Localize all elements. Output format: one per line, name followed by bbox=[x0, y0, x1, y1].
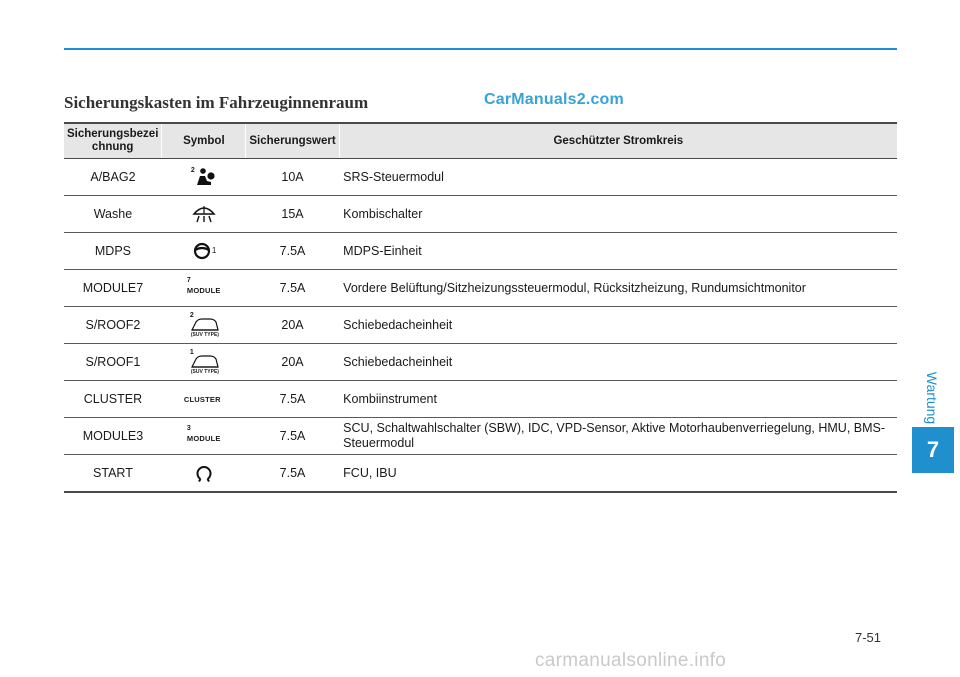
fuse-rating: 7.5A bbox=[246, 381, 339, 418]
fuse-rating: 20A bbox=[246, 307, 339, 344]
fuse-name: Washe bbox=[64, 196, 162, 233]
table-row bbox=[64, 418, 897, 455]
table-row bbox=[64, 381, 897, 418]
symbol-number: 2 bbox=[190, 167, 195, 174]
airbag-icon bbox=[178, 163, 230, 191]
sunroof-icon bbox=[178, 348, 230, 376]
fuse-rating: 7.5A bbox=[246, 270, 339, 307]
fuse-name: S/ROOF2 bbox=[64, 307, 162, 344]
column-header-rating: Sicherungswert bbox=[246, 123, 339, 159]
washer-icon bbox=[178, 200, 230, 228]
cluster-label-icon bbox=[178, 385, 230, 413]
fuse-name: A/BAG2 bbox=[64, 159, 162, 196]
protected-circuit: MDPS-Einheit bbox=[339, 233, 897, 270]
table-row bbox=[64, 455, 897, 493]
fuse-name: S/ROOF1 bbox=[64, 344, 162, 381]
fuse-rating: 7.5A bbox=[246, 455, 339, 493]
fuse-rating: 15A bbox=[246, 196, 339, 233]
chapter-tab: 7 bbox=[912, 427, 954, 473]
section-side-label bbox=[920, 366, 944, 430]
watermark-bottom: carmanualsonline.info bbox=[535, 650, 727, 671]
protected-circuit: Kombischalter bbox=[339, 196, 897, 233]
fuse-name: START bbox=[64, 455, 162, 493]
fuse-table bbox=[64, 122, 897, 493]
fuse-rating: 20A bbox=[246, 344, 339, 381]
table-row bbox=[64, 270, 897, 307]
sunroof-icon bbox=[178, 311, 230, 339]
protected-circuit: Schiebedacheinheit bbox=[339, 307, 897, 344]
top-rule bbox=[64, 48, 897, 50]
symbol-text: MODULE bbox=[186, 286, 221, 295]
fuse-rating: 7.5A bbox=[246, 233, 339, 270]
symbol-number: 2 bbox=[189, 312, 194, 319]
column-header-circuit: Geschützter Stromkreis bbox=[339, 123, 897, 159]
symbol-text: (SUV TYPE) bbox=[190, 332, 219, 338]
symbol-text: MODULE bbox=[186, 434, 221, 443]
protected-circuit: SRS-Steuermodul bbox=[339, 159, 897, 196]
protected-circuit: Vordere Belüftung/Sitzheizungssteuermodul, Rücksitzheizung, Rundumsichtmonitor bbox=[339, 270, 897, 307]
table-row bbox=[64, 344, 897, 381]
symbol-text: CLUSTER bbox=[183, 395, 221, 404]
section-title: Sicherungskasten im Fahrzeuginnenraum bbox=[64, 93, 369, 112]
fuse-rating: 7.5A bbox=[246, 418, 339, 455]
table-row bbox=[64, 196, 897, 233]
table-row bbox=[64, 159, 897, 196]
symbol-number: 1 bbox=[211, 246, 217, 255]
table-row bbox=[64, 233, 897, 270]
module-label-icon bbox=[178, 274, 230, 302]
symbol-number: 7 bbox=[186, 277, 191, 284]
table-row bbox=[64, 307, 897, 344]
side-label-text: Wartung bbox=[924, 371, 940, 425]
steering-wheel-icon bbox=[178, 237, 230, 265]
watermark-top: CarManuals2.com bbox=[484, 91, 624, 108]
fuse-name: MODULE3 bbox=[64, 418, 162, 455]
fuse-name: MODULE7 bbox=[64, 270, 162, 307]
protected-circuit: Schiebedacheinheit bbox=[339, 344, 897, 381]
page-number: 7-51 bbox=[855, 630, 882, 645]
protected-circuit: FCU, IBU bbox=[339, 455, 897, 493]
protected-circuit: Kombiinstrument bbox=[339, 381, 897, 418]
symbol-number: 1 bbox=[189, 349, 194, 356]
symbol-number: 3 bbox=[186, 425, 191, 432]
fuse-rating: 10A bbox=[246, 159, 339, 196]
fuse-name: CLUSTER bbox=[64, 381, 162, 418]
table-header-row bbox=[64, 123, 897, 159]
column-header-symbol: Symbol bbox=[162, 123, 246, 159]
start-icon bbox=[178, 459, 230, 487]
fuse-name: MDPS bbox=[64, 233, 162, 270]
protected-circuit: SCU, Schaltwahlschalter (SBW), IDC, VPD-Sensor, Aktive Motorhaubenverriegelung, HMU, BMS-Steuermodul bbox=[339, 418, 897, 455]
column-header-name: Sicherungsbezei chnung bbox=[64, 123, 162, 159]
module-label-icon bbox=[178, 422, 230, 450]
symbol-text: (SUV TYPE) bbox=[190, 369, 219, 375]
